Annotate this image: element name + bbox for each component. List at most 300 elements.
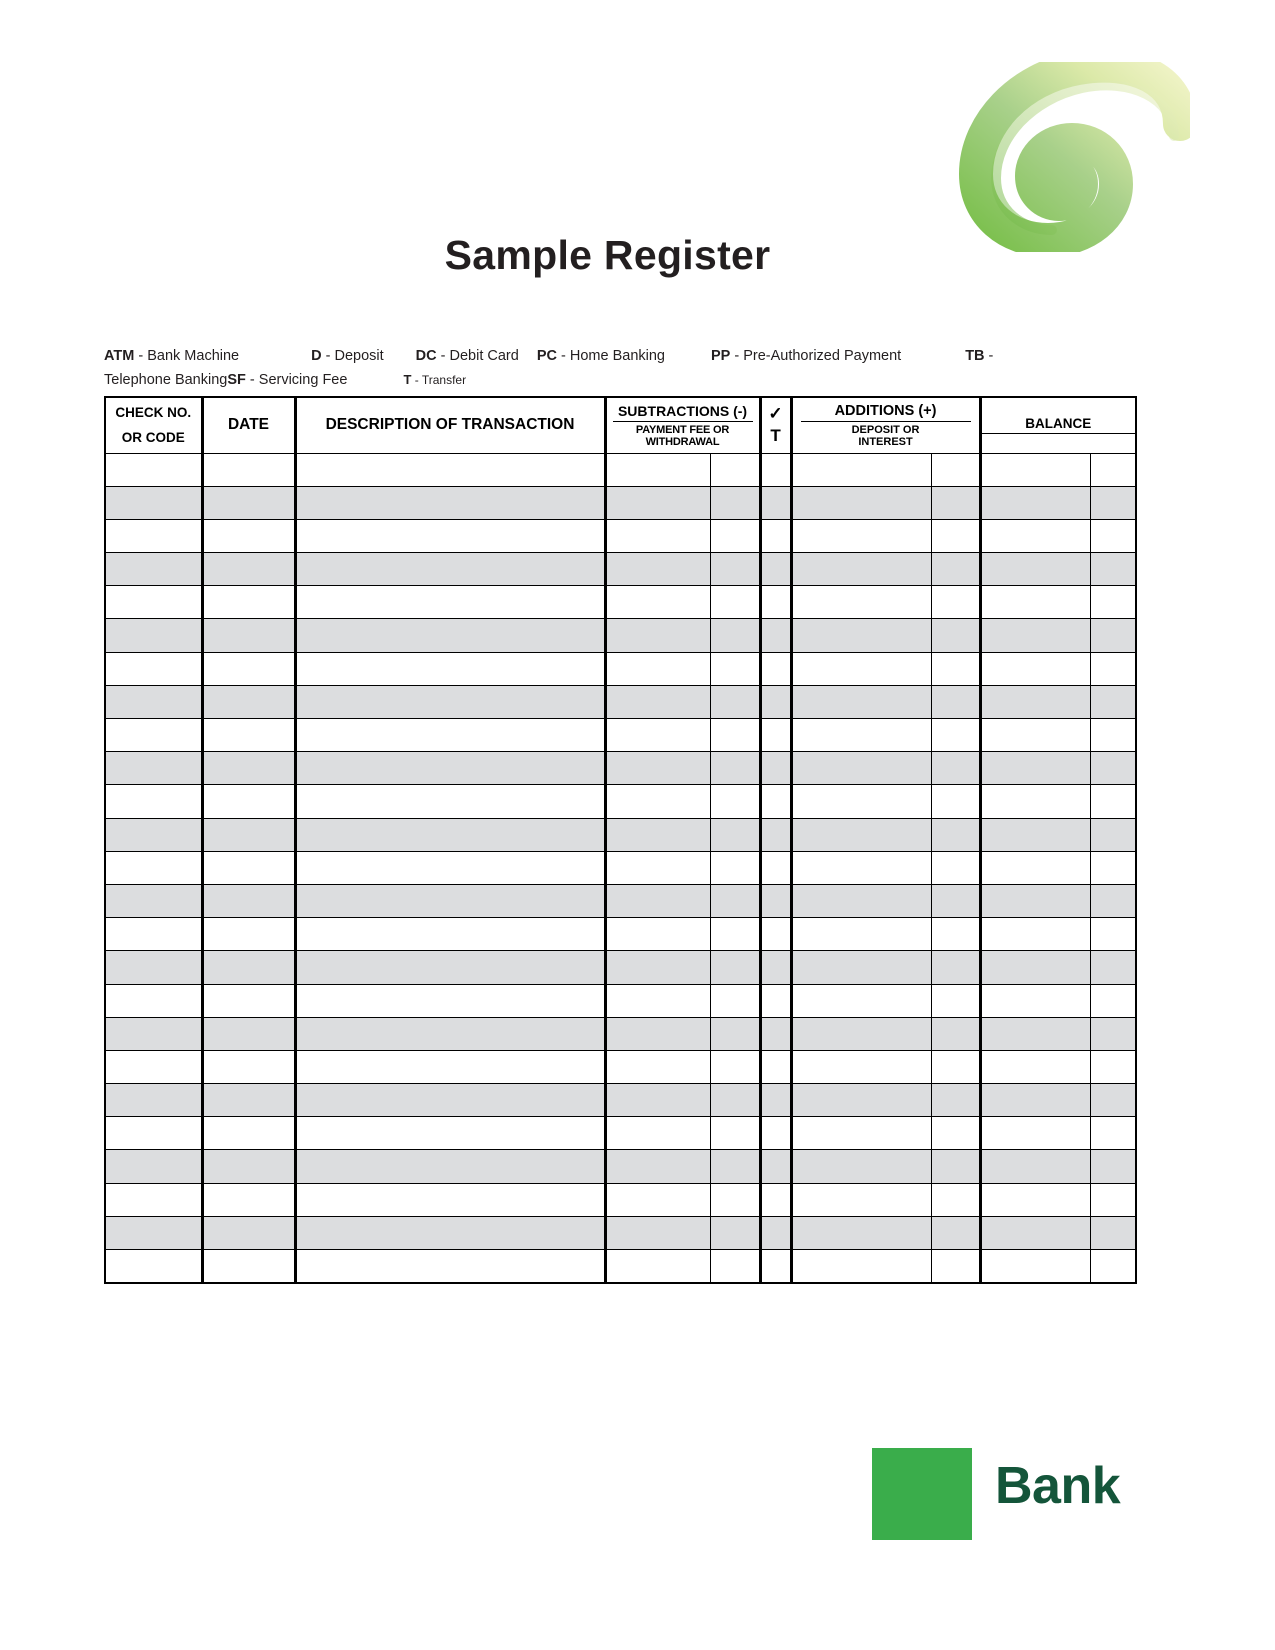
cell-subtraction-cents[interactable] [710, 918, 760, 951]
cell-balance-amount[interactable] [980, 1250, 1090, 1283]
legend-label-telephone-banking: Telephone Banking [104, 372, 228, 388]
header-check-no-line2: OR CODE [121, 430, 185, 446]
cell-addition-cents[interactable] [931, 752, 980, 785]
cell-subtraction-cents[interactable] [710, 1250, 760, 1283]
header-check-no-line1: CHECK NO. [115, 405, 192, 421]
cell-balance-amount[interactable] [980, 652, 1090, 685]
cell-addition-cents[interactable] [931, 652, 980, 685]
cell-subtraction-cents[interactable] [710, 1150, 760, 1183]
cell-cleared[interactable] [760, 519, 791, 552]
cell-subtraction-cents[interactable] [710, 652, 760, 685]
table-row[interactable] [105, 884, 1136, 917]
cell-description[interactable] [295, 1216, 605, 1249]
cell-addition-cents[interactable] [931, 818, 980, 851]
cell-description[interactable] [295, 1183, 605, 1216]
cell-date[interactable] [202, 1050, 295, 1083]
cell-cleared[interactable] [760, 453, 791, 486]
cell-date[interactable] [202, 1084, 295, 1117]
cell-addition-amount[interactable] [791, 918, 931, 951]
cell-cleared[interactable] [760, 884, 791, 917]
cell-cleared[interactable] [760, 619, 791, 652]
cell-subtraction-amount[interactable] [605, 818, 710, 851]
cell-subtraction-amount[interactable] [605, 685, 710, 718]
legend-label-pc: - Home Banking [556, 348, 665, 364]
cell-check-no[interactable] [105, 851, 202, 884]
cell-balance-amount[interactable] [980, 984, 1090, 1017]
cell-addition-amount[interactable] [791, 553, 931, 586]
cell-balance-cents[interactable] [1090, 1084, 1136, 1117]
header-additions-line2: INTEREST [858, 435, 913, 448]
cell-date[interactable] [202, 918, 295, 951]
cell-balance-cents[interactable] [1090, 1150, 1136, 1183]
cell-addition-cents[interactable] [931, 486, 980, 519]
cell-date[interactable] [202, 884, 295, 917]
legend-label-atm: - Bank Machine [134, 348, 240, 364]
cell-balance-amount[interactable] [980, 1017, 1090, 1050]
cell-date[interactable] [202, 586, 295, 619]
legend-item-tb [965, 344, 993, 368]
cell-addition-amount[interactable] [791, 785, 931, 818]
cell-balance-amount[interactable] [980, 1150, 1090, 1183]
cell-subtraction-amount[interactable] [605, 1250, 710, 1283]
cell-date[interactable] [202, 1150, 295, 1183]
cell-balance-amount[interactable] [980, 486, 1090, 519]
cell-addition-cents[interactable] [931, 918, 980, 951]
cell-addition-amount[interactable] [791, 1117, 931, 1150]
cell-balance-cents[interactable] [1090, 918, 1136, 951]
cell-addition-cents[interactable] [931, 1250, 980, 1283]
cell-date[interactable] [202, 486, 295, 519]
cell-subtraction-cents[interactable] [710, 984, 760, 1017]
legend-code-sf: SF [227, 372, 246, 388]
cell-cleared[interactable] [760, 486, 791, 519]
cell-description[interactable] [295, 519, 605, 552]
cell-description[interactable] [295, 1017, 605, 1050]
cell-subtraction-cents[interactable] [710, 685, 760, 718]
cell-addition-cents[interactable] [931, 619, 980, 652]
cell-balance-cents[interactable] [1090, 1250, 1136, 1283]
cell-cleared[interactable] [760, 918, 791, 951]
cell-subtraction-amount[interactable] [605, 951, 710, 984]
cell-addition-amount[interactable] [791, 586, 931, 619]
cell-subtraction-cents[interactable] [710, 1117, 760, 1150]
cell-addition-cents[interactable] [931, 1183, 980, 1216]
cell-addition-cents[interactable] [931, 984, 980, 1017]
cell-date[interactable] [202, 719, 295, 752]
table-row[interactable] [105, 486, 1136, 519]
cell-date[interactable] [202, 519, 295, 552]
cell-description[interactable] [295, 1050, 605, 1083]
cell-description[interactable] [295, 884, 605, 917]
cell-check-no[interactable] [105, 752, 202, 785]
cell-date[interactable] [202, 752, 295, 785]
cell-balance-amount[interactable] [980, 1117, 1090, 1150]
table-row[interactable] [105, 1117, 1136, 1150]
cell-subtraction-cents[interactable] [710, 453, 760, 486]
cell-balance-amount[interactable] [980, 1050, 1090, 1083]
cell-check-no[interactable] [105, 1216, 202, 1249]
cell-subtraction-amount[interactable] [605, 1150, 710, 1183]
cell-addition-amount[interactable] [791, 951, 931, 984]
cell-balance-amount[interactable] [980, 619, 1090, 652]
cell-addition-amount[interactable] [791, 884, 931, 917]
cell-balance-amount[interactable] [980, 519, 1090, 552]
legend-code-atm: ATM [104, 348, 135, 364]
table-row[interactable] [105, 785, 1136, 818]
cell-subtraction-cents[interactable] [710, 586, 760, 619]
table-row[interactable] [105, 519, 1136, 552]
cell-balance-cents[interactable] [1090, 752, 1136, 785]
cell-check-no[interactable] [105, 785, 202, 818]
table-row[interactable] [105, 1216, 1136, 1249]
cell-subtraction-cents[interactable] [710, 486, 760, 519]
cell-addition-cents[interactable] [931, 685, 980, 718]
cell-check-no[interactable] [105, 1017, 202, 1050]
cell-description[interactable] [295, 1150, 605, 1183]
cell-subtraction-amount[interactable] [605, 719, 710, 752]
cell-subtraction-cents[interactable] [710, 1017, 760, 1050]
cell-subtraction-cents[interactable] [710, 1216, 760, 1249]
cell-balance-cents[interactable] [1090, 486, 1136, 519]
cell-addition-cents[interactable] [931, 586, 980, 619]
cell-subtraction-amount[interactable] [605, 652, 710, 685]
cell-balance-amount[interactable] [980, 1183, 1090, 1216]
cell-check-no[interactable] [105, 619, 202, 652]
cell-check-no[interactable] [105, 586, 202, 619]
cell-description[interactable] [295, 818, 605, 851]
cell-subtraction-amount[interactable] [605, 984, 710, 1017]
cell-subtraction-amount[interactable] [605, 1117, 710, 1150]
cell-check-no[interactable] [105, 1084, 202, 1117]
cell-addition-amount[interactable] [791, 818, 931, 851]
cell-description[interactable] [295, 453, 605, 486]
cell-addition-amount[interactable] [791, 1150, 931, 1183]
cell-date[interactable] [202, 785, 295, 818]
cell-balance-amount[interactable] [980, 818, 1090, 851]
cell-date[interactable] [202, 851, 295, 884]
cell-balance-cents[interactable] [1090, 984, 1136, 1017]
legend-label-pp: - Pre-Authorized Payment [730, 348, 902, 364]
table-row[interactable] [105, 851, 1136, 884]
cell-balance-cents[interactable] [1090, 1117, 1136, 1150]
cell-cleared[interactable] [760, 785, 791, 818]
legend-label-tb: - [984, 348, 994, 364]
cell-date[interactable] [202, 818, 295, 851]
cell-subtraction-cents[interactable] [710, 951, 760, 984]
cell-balance-cents[interactable] [1090, 719, 1136, 752]
cell-cleared[interactable] [760, 984, 791, 1017]
cell-check-no[interactable] [105, 1050, 202, 1083]
cell-date[interactable] [202, 1183, 295, 1216]
header-subtractions-line1: PAYMENT FEE OR [635, 423, 730, 436]
cell-cleared[interactable] [760, 951, 791, 984]
cell-addition-amount[interactable] [791, 652, 931, 685]
cell-cleared[interactable] [760, 1183, 791, 1216]
cell-balance-cents[interactable] [1090, 1183, 1136, 1216]
table-row[interactable] [105, 553, 1136, 586]
cell-addition-cents[interactable] [931, 719, 980, 752]
header-date: DATE [202, 397, 295, 453]
cell-addition-amount[interactable] [791, 1216, 931, 1249]
cell-description[interactable] [295, 1084, 605, 1117]
cell-check-no[interactable] [105, 685, 202, 718]
cell-balance-cents[interactable] [1090, 818, 1136, 851]
legend-item-sf [227, 368, 347, 392]
cell-addition-cents[interactable] [931, 1017, 980, 1050]
cell-addition-amount[interactable] [791, 752, 931, 785]
cell-subtraction-cents[interactable] [710, 519, 760, 552]
cell-addition-cents[interactable] [931, 785, 980, 818]
cell-subtraction-amount[interactable] [605, 553, 710, 586]
cell-check-no[interactable] [105, 486, 202, 519]
cell-addition-amount[interactable] [791, 984, 931, 1017]
cell-addition-amount[interactable] [791, 1250, 931, 1283]
cell-addition-cents[interactable] [931, 1084, 980, 1117]
cell-subtraction-amount[interactable] [605, 785, 710, 818]
cell-subtraction-cents[interactable] [710, 553, 760, 586]
cell-date[interactable] [202, 553, 295, 586]
cell-check-no[interactable] [105, 652, 202, 685]
table-row[interactable] [105, 1017, 1136, 1050]
table-row[interactable] [105, 1050, 1136, 1083]
cell-description[interactable] [295, 752, 605, 785]
table-row[interactable] [105, 685, 1136, 718]
cell-date[interactable] [202, 453, 295, 486]
cell-subtraction-cents[interactable] [710, 851, 760, 884]
cell-cleared[interactable] [760, 685, 791, 718]
cell-check-no[interactable] [105, 918, 202, 951]
cell-balance-cents[interactable] [1090, 884, 1136, 917]
cell-date[interactable] [202, 619, 295, 652]
cell-description[interactable] [295, 1250, 605, 1283]
legend-label-d: - Deposit [321, 348, 384, 364]
cell-date[interactable] [202, 1250, 295, 1283]
table-row[interactable] [105, 1150, 1136, 1183]
cell-addition-amount[interactable] [791, 519, 931, 552]
cell-subtraction-amount[interactable] [605, 586, 710, 619]
cell-date[interactable] [202, 951, 295, 984]
cell-description[interactable] [295, 785, 605, 818]
cell-subtraction-cents[interactable] [710, 1050, 760, 1083]
header-subtractions [605, 397, 760, 453]
cell-check-no[interactable] [105, 519, 202, 552]
page-title: Sample Register [444, 232, 771, 278]
cell-addition-amount[interactable] [791, 1050, 931, 1083]
cell-balance-cents[interactable] [1090, 553, 1136, 586]
cell-subtraction-amount[interactable] [605, 453, 710, 486]
legend-item-pp [711, 344, 901, 368]
cell-description[interactable] [295, 918, 605, 951]
cell-balance-amount[interactable] [980, 1084, 1090, 1117]
header-additions [791, 397, 980, 453]
cell-date[interactable] [202, 984, 295, 1017]
cell-subtraction-amount[interactable] [605, 1084, 710, 1117]
cell-balance-amount[interactable] [980, 586, 1090, 619]
cell-check-no[interactable] [105, 719, 202, 752]
cell-date[interactable] [202, 1117, 295, 1150]
cell-balance-cents[interactable] [1090, 685, 1136, 718]
cell-balance-amount[interactable] [980, 851, 1090, 884]
cell-description[interactable] [295, 951, 605, 984]
cell-subtraction-cents[interactable] [710, 818, 760, 851]
cell-description[interactable] [295, 719, 605, 752]
legend-code-t: T [403, 372, 412, 387]
legend-item-atm [104, 344, 239, 368]
table-row[interactable] [105, 752, 1136, 785]
cell-balance-cents[interactable] [1090, 453, 1136, 486]
cell-check-no[interactable] [105, 453, 202, 486]
cell-description[interactable] [295, 586, 605, 619]
cell-subtraction-cents[interactable] [710, 619, 760, 652]
cell-balance-amount[interactable] [980, 685, 1090, 718]
cell-addition-cents[interactable] [931, 553, 980, 586]
cell-cleared[interactable] [760, 1117, 791, 1150]
cell-cleared[interactable] [760, 1216, 791, 1249]
cell-balance-amount[interactable] [980, 1216, 1090, 1249]
table-row[interactable] [105, 951, 1136, 984]
cell-subtraction-amount[interactable] [605, 1050, 710, 1083]
cell-subtraction-cents[interactable] [710, 785, 760, 818]
cell-description[interactable] [295, 619, 605, 652]
legend-item-d [311, 344, 384, 368]
cell-addition-amount[interactable] [791, 1084, 931, 1117]
cell-addition-amount[interactable] [791, 486, 931, 519]
cell-balance-amount[interactable] [980, 918, 1090, 951]
cell-balance-cents[interactable] [1090, 1050, 1136, 1083]
cell-subtraction-amount[interactable] [605, 1216, 710, 1249]
cell-balance-cents[interactable] [1090, 851, 1136, 884]
header-check-no [105, 397, 202, 453]
cell-addition-cents[interactable] [931, 884, 980, 917]
cell-date[interactable] [202, 685, 295, 718]
cell-balance-amount[interactable] [980, 884, 1090, 917]
cell-cleared[interactable] [760, 719, 791, 752]
cell-description[interactable] [295, 851, 605, 884]
cell-cleared[interactable] [760, 1150, 791, 1183]
cell-subtraction-amount[interactable] [605, 918, 710, 951]
cell-balance-amount[interactable] [980, 453, 1090, 486]
cell-description[interactable] [295, 553, 605, 586]
legend-code-dc: DC [415, 348, 437, 364]
cell-description[interactable] [295, 486, 605, 519]
cell-date[interactable] [202, 1216, 295, 1249]
cell-subtraction-amount[interactable] [605, 486, 710, 519]
cell-balance-amount[interactable] [980, 785, 1090, 818]
cell-cleared[interactable] [760, 752, 791, 785]
cell-cleared[interactable] [760, 1250, 791, 1283]
cell-balance-cents[interactable] [1090, 1017, 1136, 1050]
table-row[interactable] [105, 586, 1136, 619]
cell-description[interactable] [295, 984, 605, 1017]
table-row[interactable] [105, 453, 1136, 486]
cell-subtraction-amount[interactable] [605, 752, 710, 785]
cell-subtraction-amount[interactable] [605, 1017, 710, 1050]
cell-check-no[interactable] [105, 951, 202, 984]
cell-addition-cents[interactable] [931, 951, 980, 984]
cell-balance-cents[interactable] [1090, 785, 1136, 818]
cell-addition-amount[interactable] [791, 453, 931, 486]
cell-check-no[interactable] [105, 1250, 202, 1283]
table-row[interactable] [105, 619, 1136, 652]
table-row[interactable] [105, 652, 1136, 685]
cell-balance-cents[interactable] [1090, 1216, 1136, 1249]
cell-addition-cents[interactable] [931, 453, 980, 486]
cell-cleared[interactable] [760, 1084, 791, 1117]
table-row[interactable] [105, 1084, 1136, 1117]
cell-addition-cents[interactable] [931, 1150, 980, 1183]
table-row[interactable] [105, 984, 1136, 1017]
table-row[interactable] [105, 1250, 1136, 1283]
cell-addition-amount[interactable] [791, 1183, 931, 1216]
cell-addition-amount[interactable] [791, 685, 931, 718]
cell-balance-cents[interactable] [1090, 652, 1136, 685]
cell-description[interactable] [295, 652, 605, 685]
cell-description[interactable] [295, 685, 605, 718]
cell-subtraction-cents[interactable] [710, 1084, 760, 1117]
cell-balance-amount[interactable] [980, 951, 1090, 984]
cell-cleared[interactable] [760, 851, 791, 884]
cell-cleared[interactable] [760, 818, 791, 851]
cell-date[interactable] [202, 1017, 295, 1050]
cell-subtraction-amount[interactable] [605, 1183, 710, 1216]
cell-addition-amount[interactable] [791, 619, 931, 652]
cell-description[interactable] [295, 1117, 605, 1150]
cell-cleared[interactable] [760, 553, 791, 586]
cell-subtraction-amount[interactable] [605, 884, 710, 917]
cell-subtraction-amount[interactable] [605, 619, 710, 652]
cell-date[interactable] [202, 652, 295, 685]
cell-check-no[interactable] [105, 884, 202, 917]
table-row[interactable] [105, 818, 1136, 851]
cell-addition-cents[interactable] [931, 519, 980, 552]
cell-cleared[interactable] [760, 586, 791, 619]
cell-check-no[interactable] [105, 1117, 202, 1150]
cell-balance-cents[interactable] [1090, 519, 1136, 552]
cell-subtraction-amount[interactable] [605, 851, 710, 884]
cell-subtraction-cents[interactable] [710, 752, 760, 785]
table-row[interactable] [105, 918, 1136, 951]
cell-subtraction-cents[interactable] [710, 719, 760, 752]
cell-check-no[interactable] [105, 984, 202, 1017]
cell-balance-amount[interactable] [980, 553, 1090, 586]
cell-addition-cents[interactable] [931, 1117, 980, 1150]
cell-balance-amount[interactable] [980, 719, 1090, 752]
cell-addition-amount[interactable] [791, 1017, 931, 1050]
cell-addition-amount[interactable] [791, 851, 931, 884]
cell-balance-cents[interactable] [1090, 586, 1136, 619]
cell-subtraction-cents[interactable] [710, 884, 760, 917]
transaction-code-legend [104, 344, 1114, 392]
cell-check-no[interactable] [105, 818, 202, 851]
cell-subtraction-cents[interactable] [710, 1183, 760, 1216]
cell-addition-cents[interactable] [931, 1216, 980, 1249]
cell-cleared[interactable] [760, 1050, 791, 1083]
cell-subtraction-amount[interactable] [605, 519, 710, 552]
cell-balance-cents[interactable] [1090, 951, 1136, 984]
cell-check-no[interactable] [105, 1150, 202, 1183]
cell-balance-amount[interactable] [980, 752, 1090, 785]
cell-check-no[interactable] [105, 1183, 202, 1216]
cell-addition-cents[interactable] [931, 1050, 980, 1083]
cell-check-no[interactable] [105, 553, 202, 586]
cell-cleared[interactable] [760, 652, 791, 685]
cell-cleared[interactable] [760, 1017, 791, 1050]
table-row[interactable] [105, 1183, 1136, 1216]
cell-addition-cents[interactable] [931, 851, 980, 884]
table-row[interactable] [105, 719, 1136, 752]
cell-addition-amount[interactable] [791, 719, 931, 752]
cell-balance-cents[interactable] [1090, 619, 1136, 652]
